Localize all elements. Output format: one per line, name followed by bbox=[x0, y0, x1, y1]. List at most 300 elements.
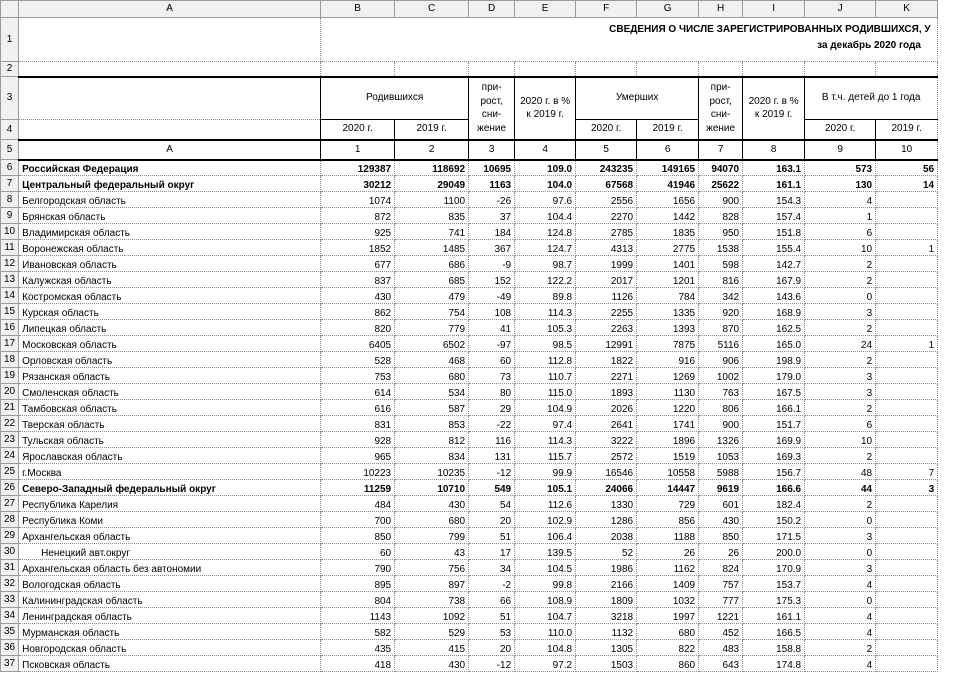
row-number[interactable]: 25 bbox=[1, 464, 19, 480]
value-cell[interactable]: 10235 bbox=[395, 464, 469, 480]
value-cell[interactable]: 94070 bbox=[699, 160, 743, 176]
value-cell[interactable]: 900 bbox=[699, 416, 743, 432]
value-cell[interactable]: 175.3 bbox=[743, 592, 805, 608]
value-cell[interactable]: 1335 bbox=[637, 304, 699, 320]
value-cell[interactable]: 686 bbox=[395, 256, 469, 272]
value-cell[interactable]: 80 bbox=[469, 384, 515, 400]
column-header[interactable]: J bbox=[805, 1, 876, 18]
value-cell[interactable]: 756 bbox=[395, 560, 469, 576]
cell[interactable] bbox=[699, 62, 743, 77]
value-cell[interactable]: 430 bbox=[699, 512, 743, 528]
value-cell[interactable] bbox=[876, 352, 938, 368]
region-name[interactable]: Новгородская область bbox=[19, 640, 321, 656]
value-cell[interactable]: 1143 bbox=[321, 608, 395, 624]
value-cell[interactable]: 114.3 bbox=[515, 304, 576, 320]
region-name[interactable]: Тамбовская область bbox=[19, 400, 321, 416]
row-number[interactable]: 22 bbox=[1, 416, 19, 432]
value-cell[interactable]: 20 bbox=[469, 512, 515, 528]
value-cell[interactable] bbox=[876, 592, 938, 608]
value-cell[interactable]: 872 bbox=[321, 208, 395, 224]
value-cell[interactable]: 158.8 bbox=[743, 640, 805, 656]
value-cell[interactable]: 143.6 bbox=[743, 288, 805, 304]
value-cell[interactable]: 804 bbox=[321, 592, 395, 608]
value-cell[interactable]: 60 bbox=[321, 544, 395, 560]
region-name[interactable]: Смоленская область bbox=[19, 384, 321, 400]
value-cell[interactable]: 415 bbox=[395, 640, 469, 656]
region-name[interactable]: Белгородская область bbox=[19, 192, 321, 208]
region-name[interactable]: Ивановская область bbox=[19, 256, 321, 272]
value-cell[interactable]: 860 bbox=[637, 656, 699, 672]
column-number[interactable]: 7 bbox=[699, 140, 743, 160]
value-cell[interactable]: 1053 bbox=[699, 448, 743, 464]
year-header[interactable]: 2019 г. bbox=[395, 120, 469, 140]
value-cell[interactable]: 1393 bbox=[637, 320, 699, 336]
value-cell[interactable]: 900 bbox=[699, 192, 743, 208]
region-name[interactable]: Костромская область bbox=[19, 288, 321, 304]
value-cell[interactable]: 790 bbox=[321, 560, 395, 576]
pct-header[interactable]: 2020 г. в % к 2019 г. bbox=[515, 77, 576, 140]
cell[interactable] bbox=[19, 18, 321, 62]
year-header[interactable]: 2019 г. bbox=[876, 120, 938, 140]
region-name[interactable]: г.Москва bbox=[19, 464, 321, 480]
value-cell[interactable]: 115.7 bbox=[515, 448, 576, 464]
region-name[interactable]: Архангельская область без автономии bbox=[19, 560, 321, 576]
value-cell[interactable]: 108.9 bbox=[515, 592, 576, 608]
value-cell[interactable]: -22 bbox=[469, 416, 515, 432]
value-cell[interactable]: 99.8 bbox=[515, 576, 576, 592]
value-cell[interactable]: 11259 bbox=[321, 480, 395, 496]
value-cell[interactable]: 2 bbox=[805, 400, 876, 416]
value-cell[interactable]: 67568 bbox=[576, 176, 637, 192]
cell[interactable] bbox=[19, 77, 321, 120]
cell[interactable] bbox=[469, 62, 515, 77]
value-cell[interactable]: 3 bbox=[805, 368, 876, 384]
born-header[interactable]: Родившихся bbox=[321, 77, 469, 120]
column-number[interactable]: 2 bbox=[395, 140, 469, 160]
column-number[interactable]: 1 bbox=[321, 140, 395, 160]
value-cell[interactable]: 161.1 bbox=[743, 176, 805, 192]
value-cell[interactable]: 828 bbox=[699, 208, 743, 224]
value-cell[interactable]: 680 bbox=[637, 624, 699, 640]
value-cell[interactable]: 677 bbox=[321, 256, 395, 272]
value-cell[interactable]: 0 bbox=[805, 544, 876, 560]
row-number[interactable]: 3 bbox=[1, 77, 19, 120]
value-cell[interactable]: 2 bbox=[805, 256, 876, 272]
value-cell[interactable]: 430 bbox=[321, 288, 395, 304]
value-cell[interactable]: 115.0 bbox=[515, 384, 576, 400]
row-number[interactable]: 9 bbox=[1, 208, 19, 224]
value-cell[interactable]: 6502 bbox=[395, 336, 469, 352]
cell[interactable] bbox=[395, 62, 469, 77]
value-cell[interactable]: 1163 bbox=[469, 176, 515, 192]
value-cell[interactable]: 104.0 bbox=[515, 176, 576, 192]
value-cell[interactable]: 4 bbox=[805, 192, 876, 208]
value-cell[interactable]: 1503 bbox=[576, 656, 637, 672]
value-cell[interactable]: 149165 bbox=[637, 160, 699, 176]
value-cell[interactable]: 1409 bbox=[637, 576, 699, 592]
value-cell[interactable]: 44 bbox=[805, 480, 876, 496]
value-cell[interactable]: 122.2 bbox=[515, 272, 576, 288]
value-cell[interactable]: 1092 bbox=[395, 608, 469, 624]
value-cell[interactable]: 7 bbox=[876, 464, 938, 480]
value-cell[interactable]: 1162 bbox=[637, 560, 699, 576]
value-cell[interactable]: 1 bbox=[876, 336, 938, 352]
value-cell[interactable]: 16546 bbox=[576, 464, 637, 480]
cell[interactable] bbox=[576, 62, 637, 77]
value-cell[interactable]: 10558 bbox=[637, 464, 699, 480]
value-cell[interactable]: 167.9 bbox=[743, 272, 805, 288]
value-cell[interactable]: 151.8 bbox=[743, 224, 805, 240]
row-number[interactable]: 28 bbox=[1, 512, 19, 528]
value-cell[interactable]: 834 bbox=[395, 448, 469, 464]
value-cell[interactable]: 573 bbox=[805, 160, 876, 176]
value-cell[interactable]: 60 bbox=[469, 352, 515, 368]
value-cell[interactable]: 3 bbox=[805, 560, 876, 576]
value-cell[interactable]: 166.1 bbox=[743, 400, 805, 416]
value-cell[interactable]: 1893 bbox=[576, 384, 637, 400]
column-number[interactable]: 4 bbox=[515, 140, 576, 160]
value-cell[interactable]: 1305 bbox=[576, 640, 637, 656]
region-name[interactable]: Владимирская область bbox=[19, 224, 321, 240]
value-cell[interactable]: 1269 bbox=[637, 368, 699, 384]
value-cell[interactable]: 14 bbox=[876, 176, 938, 192]
title-cell[interactable] bbox=[321, 18, 938, 62]
value-cell[interactable]: 529 bbox=[395, 624, 469, 640]
cell[interactable] bbox=[743, 62, 805, 77]
value-cell[interactable]: 1221 bbox=[699, 608, 743, 624]
value-cell[interactable]: 10223 bbox=[321, 464, 395, 480]
value-cell[interactable]: 129387 bbox=[321, 160, 395, 176]
column-number[interactable]: A bbox=[19, 140, 321, 160]
region-name[interactable]: Ненецкий авт.округ bbox=[19, 544, 321, 560]
value-cell[interactable]: 831 bbox=[321, 416, 395, 432]
value-cell[interactable] bbox=[876, 544, 938, 560]
value-cell[interactable]: 104.7 bbox=[515, 608, 576, 624]
value-cell[interactable]: 24 bbox=[805, 336, 876, 352]
value-cell[interactable]: 614 bbox=[321, 384, 395, 400]
value-cell[interactable]: 1032 bbox=[637, 592, 699, 608]
value-cell[interactable]: 37 bbox=[469, 208, 515, 224]
value-cell[interactable]: 89.8 bbox=[515, 288, 576, 304]
region-name[interactable]: Псковская область bbox=[19, 656, 321, 672]
value-cell[interactable]: 4313 bbox=[576, 240, 637, 256]
value-cell[interactable]: 1835 bbox=[637, 224, 699, 240]
value-cell[interactable]: 5116 bbox=[699, 336, 743, 352]
row-number[interactable]: 19 bbox=[1, 368, 19, 384]
column-header[interactable]: F bbox=[576, 1, 637, 18]
row-number[interactable]: 6 bbox=[1, 160, 19, 176]
value-cell[interactable]: 124.8 bbox=[515, 224, 576, 240]
value-cell[interactable]: 51 bbox=[469, 608, 515, 624]
row-number[interactable]: 26 bbox=[1, 480, 19, 496]
value-cell[interactable]: 1326 bbox=[699, 432, 743, 448]
cell[interactable] bbox=[19, 62, 321, 77]
value-cell[interactable]: 920 bbox=[699, 304, 743, 320]
value-cell[interactable]: 97.6 bbox=[515, 192, 576, 208]
value-cell[interactable]: -97 bbox=[469, 336, 515, 352]
year-header[interactable]: 2019 г. bbox=[637, 120, 699, 140]
value-cell[interactable]: 2556 bbox=[576, 192, 637, 208]
value-cell[interactable] bbox=[876, 432, 938, 448]
value-cell[interactable] bbox=[876, 368, 938, 384]
value-cell[interactable]: 155.4 bbox=[743, 240, 805, 256]
region-name[interactable]: Рязанская область bbox=[19, 368, 321, 384]
value-cell[interactable]: 1852 bbox=[321, 240, 395, 256]
value-cell[interactable]: 806 bbox=[699, 400, 743, 416]
value-cell[interactable] bbox=[876, 224, 938, 240]
value-cell[interactable]: 598 bbox=[699, 256, 743, 272]
value-cell[interactable]: 169.9 bbox=[743, 432, 805, 448]
value-cell[interactable]: 105.3 bbox=[515, 320, 576, 336]
year-header[interactable]: 2020 г. bbox=[576, 120, 637, 140]
value-cell[interactable]: 2038 bbox=[576, 528, 637, 544]
value-cell[interactable]: 430 bbox=[395, 496, 469, 512]
cell[interactable] bbox=[321, 62, 395, 77]
value-cell[interactable]: 1538 bbox=[699, 240, 743, 256]
value-cell[interactable]: 14447 bbox=[637, 480, 699, 496]
select-all-corner[interactable] bbox=[1, 1, 19, 18]
value-cell[interactable]: 112.8 bbox=[515, 352, 576, 368]
row-number[interactable]: 13 bbox=[1, 272, 19, 288]
region-name[interactable]: Архангельская область bbox=[19, 528, 321, 544]
value-cell[interactable]: 161.1 bbox=[743, 608, 805, 624]
value-cell[interactable]: 109.0 bbox=[515, 160, 576, 176]
value-cell[interactable]: 1130 bbox=[637, 384, 699, 400]
value-cell[interactable]: 1896 bbox=[637, 432, 699, 448]
value-cell[interactable]: 587 bbox=[395, 400, 469, 416]
value-cell[interactable]: 200.0 bbox=[743, 544, 805, 560]
row-number[interactable]: 32 bbox=[1, 576, 19, 592]
value-cell[interactable]: 139.5 bbox=[515, 544, 576, 560]
row-number[interactable]: 15 bbox=[1, 304, 19, 320]
row-number[interactable]: 31 bbox=[1, 560, 19, 576]
row-number[interactable]: 16 bbox=[1, 320, 19, 336]
value-cell[interactable]: 4 bbox=[805, 576, 876, 592]
value-cell[interactable]: 108 bbox=[469, 304, 515, 320]
value-cell[interactable]: 435 bbox=[321, 640, 395, 656]
value-cell[interactable]: 20 bbox=[469, 640, 515, 656]
value-cell[interactable]: 1002 bbox=[699, 368, 743, 384]
value-cell[interactable]: 3222 bbox=[576, 432, 637, 448]
value-cell[interactable]: 110.0 bbox=[515, 624, 576, 640]
value-cell[interactable]: 2270 bbox=[576, 208, 637, 224]
region-name[interactable]: Российская Федерация bbox=[19, 160, 321, 176]
value-cell[interactable]: 154.3 bbox=[743, 192, 805, 208]
value-cell[interactable]: 950 bbox=[699, 224, 743, 240]
value-cell[interactable] bbox=[876, 208, 938, 224]
value-cell[interactable]: 685 bbox=[395, 272, 469, 288]
value-cell[interactable]: 170.9 bbox=[743, 560, 805, 576]
value-cell[interactable]: 0 bbox=[805, 592, 876, 608]
value-cell[interactable]: 822 bbox=[637, 640, 699, 656]
region-name[interactable]: Орловская область bbox=[19, 352, 321, 368]
value-cell[interactable]: 856 bbox=[637, 512, 699, 528]
value-cell[interactable]: 2017 bbox=[576, 272, 637, 288]
value-cell[interactable]: 26 bbox=[699, 544, 743, 560]
value-cell[interactable]: 104.9 bbox=[515, 400, 576, 416]
value-cell[interactable]: 1999 bbox=[576, 256, 637, 272]
value-cell[interactable]: 167.5 bbox=[743, 384, 805, 400]
region-name[interactable]: Тульская область bbox=[19, 432, 321, 448]
value-cell[interactable] bbox=[876, 384, 938, 400]
value-cell[interactable]: 1822 bbox=[576, 352, 637, 368]
value-cell[interactable]: 166.5 bbox=[743, 624, 805, 640]
value-cell[interactable]: 3 bbox=[805, 304, 876, 320]
value-cell[interactable]: 680 bbox=[395, 368, 469, 384]
value-cell[interactable]: 4 bbox=[805, 624, 876, 640]
died-header[interactable]: Умерших bbox=[576, 77, 699, 120]
column-header[interactable]: K bbox=[876, 1, 938, 18]
row-number[interactable]: 33 bbox=[1, 592, 19, 608]
value-cell[interactable] bbox=[876, 320, 938, 336]
value-cell[interactable]: 1656 bbox=[637, 192, 699, 208]
value-cell[interactable]: 816 bbox=[699, 272, 743, 288]
region-name[interactable]: Воронежская область bbox=[19, 240, 321, 256]
value-cell[interactable]: 799 bbox=[395, 528, 469, 544]
value-cell[interactable] bbox=[876, 576, 938, 592]
value-cell[interactable]: 130 bbox=[805, 176, 876, 192]
row-number[interactable]: 37 bbox=[1, 656, 19, 672]
value-cell[interactable]: 700 bbox=[321, 512, 395, 528]
value-cell[interactable]: 965 bbox=[321, 448, 395, 464]
value-cell[interactable]: 784 bbox=[637, 288, 699, 304]
value-cell[interactable]: 484 bbox=[321, 496, 395, 512]
value-cell[interactable]: 897 bbox=[395, 576, 469, 592]
value-cell[interactable]: 104.8 bbox=[515, 640, 576, 656]
value-cell[interactable]: 1 bbox=[876, 240, 938, 256]
value-cell[interactable]: 763 bbox=[699, 384, 743, 400]
column-header[interactable]: H bbox=[699, 1, 743, 18]
value-cell[interactable]: 601 bbox=[699, 496, 743, 512]
value-cell[interactable]: 52 bbox=[576, 544, 637, 560]
value-cell[interactable]: 12991 bbox=[576, 336, 637, 352]
region-name[interactable]: Тверская область bbox=[19, 416, 321, 432]
value-cell[interactable]: 528 bbox=[321, 352, 395, 368]
value-cell[interactable]: 162.5 bbox=[743, 320, 805, 336]
value-cell[interactable]: 2 bbox=[805, 272, 876, 288]
value-cell[interactable]: 757 bbox=[699, 576, 743, 592]
value-cell[interactable]: -2 bbox=[469, 576, 515, 592]
value-cell[interactable]: 1986 bbox=[576, 560, 637, 576]
value-cell[interactable]: 104.4 bbox=[515, 208, 576, 224]
value-cell[interactable]: 124.7 bbox=[515, 240, 576, 256]
value-cell[interactable]: 25622 bbox=[699, 176, 743, 192]
value-cell[interactable]: -12 bbox=[469, 464, 515, 480]
value-cell[interactable]: 102.9 bbox=[515, 512, 576, 528]
cell[interactable] bbox=[805, 62, 876, 77]
region-name[interactable]: Калининградская область bbox=[19, 592, 321, 608]
value-cell[interactable]: 1330 bbox=[576, 496, 637, 512]
row-number[interactable]: 30 bbox=[1, 544, 19, 560]
value-cell[interactable]: 98.7 bbox=[515, 256, 576, 272]
column-number[interactable]: 8 bbox=[743, 140, 805, 160]
region-name[interactable]: Курская область bbox=[19, 304, 321, 320]
value-cell[interactable]: 24066 bbox=[576, 480, 637, 496]
value-cell[interactable]: 824 bbox=[699, 560, 743, 576]
value-cell[interactable]: 142.7 bbox=[743, 256, 805, 272]
value-cell[interactable]: 114.3 bbox=[515, 432, 576, 448]
year-header[interactable]: 2020 г. bbox=[321, 120, 395, 140]
value-cell[interactable]: 98.5 bbox=[515, 336, 576, 352]
value-cell[interactable]: 850 bbox=[321, 528, 395, 544]
region-name[interactable]: Ярославская область bbox=[19, 448, 321, 464]
value-cell[interactable]: 9619 bbox=[699, 480, 743, 496]
value-cell[interactable]: 6 bbox=[805, 224, 876, 240]
infants-header[interactable]: В т.ч. детей до 1 года bbox=[805, 77, 938, 120]
value-cell[interactable]: 1401 bbox=[637, 256, 699, 272]
cell[interactable] bbox=[19, 120, 321, 140]
value-cell[interactable]: 925 bbox=[321, 224, 395, 240]
value-cell[interactable]: 41946 bbox=[637, 176, 699, 192]
column-header[interactable]: A bbox=[19, 1, 321, 18]
value-cell[interactable]: 116 bbox=[469, 432, 515, 448]
region-name[interactable]: Центральный федеральный округ bbox=[19, 176, 321, 192]
value-cell[interactable]: 2 bbox=[805, 496, 876, 512]
row-number[interactable]: 4 bbox=[1, 120, 19, 140]
value-cell[interactable]: 906 bbox=[699, 352, 743, 368]
value-cell[interactable]: 3 bbox=[805, 384, 876, 400]
value-cell[interactable] bbox=[876, 656, 938, 672]
value-cell[interactable]: 97.4 bbox=[515, 416, 576, 432]
column-number[interactable]: 6 bbox=[637, 140, 699, 160]
value-cell[interactable]: 99.9 bbox=[515, 464, 576, 480]
value-cell[interactable]: 168.9 bbox=[743, 304, 805, 320]
column-number[interactable]: 5 bbox=[576, 140, 637, 160]
value-cell[interactable]: 174.8 bbox=[743, 656, 805, 672]
value-cell[interactable]: 0 bbox=[805, 288, 876, 304]
region-name[interactable]: Северо-Западный федеральный округ bbox=[19, 480, 321, 496]
value-cell[interactable]: 837 bbox=[321, 272, 395, 288]
region-name[interactable]: Липецкая область bbox=[19, 320, 321, 336]
value-cell[interactable]: 870 bbox=[699, 320, 743, 336]
value-cell[interactable]: 10695 bbox=[469, 160, 515, 176]
value-cell[interactable]: 820 bbox=[321, 320, 395, 336]
value-cell[interactable] bbox=[876, 288, 938, 304]
row-number[interactable]: 27 bbox=[1, 496, 19, 512]
value-cell[interactable]: 534 bbox=[395, 384, 469, 400]
value-cell[interactable]: 342 bbox=[699, 288, 743, 304]
value-cell[interactable]: 171.5 bbox=[743, 528, 805, 544]
growth-header[interactable]: при-рост, сни-жение bbox=[469, 77, 515, 140]
value-cell[interactable]: 104.5 bbox=[515, 560, 576, 576]
row-number[interactable]: 8 bbox=[1, 192, 19, 208]
row-number[interactable]: 36 bbox=[1, 640, 19, 656]
column-header[interactable]: B bbox=[321, 1, 395, 18]
value-cell[interactable]: 1220 bbox=[637, 400, 699, 416]
row-number[interactable]: 14 bbox=[1, 288, 19, 304]
value-cell[interactable]: 54 bbox=[469, 496, 515, 512]
value-cell[interactable]: 184 bbox=[469, 224, 515, 240]
value-cell[interactable]: 729 bbox=[637, 496, 699, 512]
value-cell[interactable]: 2255 bbox=[576, 304, 637, 320]
pct2-header[interactable]: 2020 г. в % к 2019 г. bbox=[743, 77, 805, 140]
value-cell[interactable]: 153.7 bbox=[743, 576, 805, 592]
year-header[interactable]: 2020 г. bbox=[805, 120, 876, 140]
value-cell[interactable]: 169.3 bbox=[743, 448, 805, 464]
value-cell[interactable]: 1485 bbox=[395, 240, 469, 256]
region-name[interactable]: Брянская область bbox=[19, 208, 321, 224]
value-cell[interactable]: 430 bbox=[395, 656, 469, 672]
value-cell[interactable]: 26 bbox=[637, 544, 699, 560]
value-cell[interactable]: 3 bbox=[805, 528, 876, 544]
value-cell[interactable]: 753 bbox=[321, 368, 395, 384]
value-cell[interactable]: 165.0 bbox=[743, 336, 805, 352]
value-cell[interactable]: 2026 bbox=[576, 400, 637, 416]
value-cell[interactable]: 779 bbox=[395, 320, 469, 336]
row-number[interactable]: 20 bbox=[1, 384, 19, 400]
growth2-header[interactable]: при-рост, сни-жение bbox=[699, 77, 743, 140]
value-cell[interactable]: 1442 bbox=[637, 208, 699, 224]
